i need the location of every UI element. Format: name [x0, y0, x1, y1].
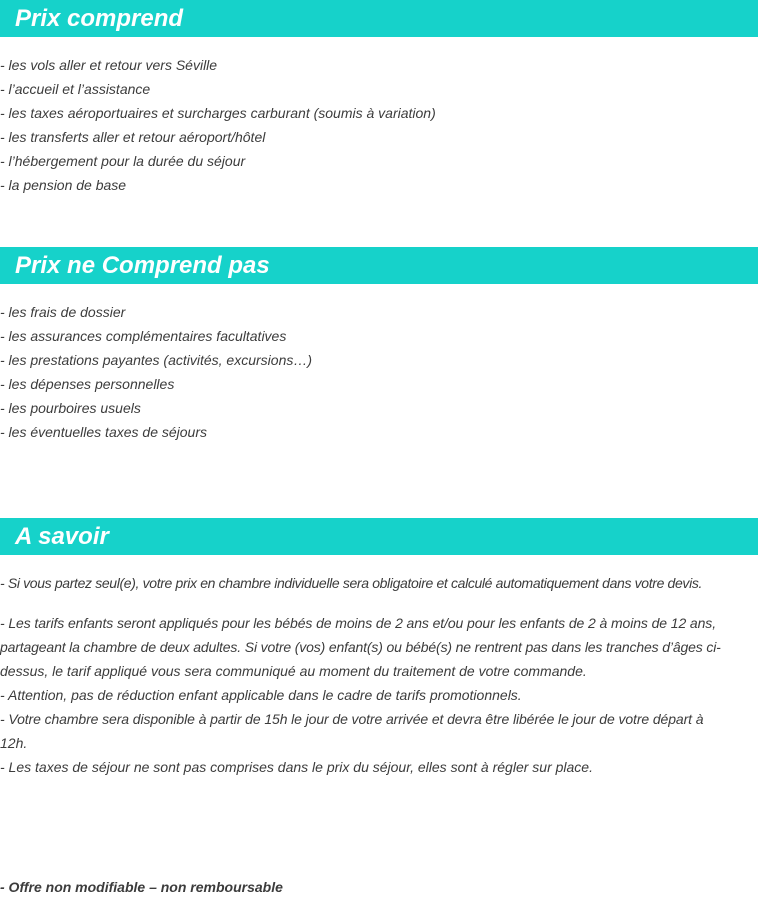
excluded-list — [0, 300, 758, 444]
excluded-item: - les éventuelles taxes de séjours — [0, 424, 207, 440]
included-item: - les transferts aller et retour aéroport/hôtel — [0, 129, 266, 145]
room-availability-line: - Votre chambre sera disponible à partir de 15h le jour de votre arrivée et devra être libérée le jour de votre départ à — [0, 711, 704, 727]
included-item: - les vols aller et retour vers Séville — [0, 57, 218, 73]
section-header-included: Prix comprend — [0, 0, 758, 37]
included-item: - les taxes aéroportuaires et surcharges carburant (soumis à variation) — [0, 105, 436, 121]
children-rates-line: dessus, le tarif appliqué vous sera communiqué au moment du traitement de votre commande. — [0, 663, 587, 679]
excluded-item: - les assurances complémentaires facultatives — [0, 328, 287, 344]
single-room-note — [0, 571, 758, 595]
included-item: - l’accueil et l’assistance — [0, 81, 151, 97]
children-rates-line: partageant la chambre de deux adultes. Si votre (vos) enfant(s) ou bébé(s) ne rentrent pas dans les tranches d’âges ci- — [0, 639, 721, 655]
excluded-item: - les prestations payantes (activités, excursions…) — [0, 352, 313, 368]
included-list — [0, 53, 758, 197]
children-rates-note — [0, 611, 758, 779]
children-rates-line: - Les tarifs enfants seront appliqués pour les bébés de moins de 2 ans et/ou pour les enfants de 2 à moins de 12 ans, — [0, 615, 716, 631]
included-item: - l’hébergement pour la durée du séjour — [0, 153, 246, 169]
excluded-item: - les dépenses personnelles — [0, 376, 175, 392]
included-item: - la pension de base — [0, 177, 127, 193]
excluded-item: - les frais de dossier — [0, 304, 126, 320]
non-refundable-note: - Offre non modifiable – non remboursable — [0, 879, 283, 895]
promo-note: - Attention, pas de réduction enfant applicable dans le cadre de tarifs promotionnels. — [0, 687, 522, 703]
section-header-info: A savoir — [0, 518, 758, 555]
section-header-excluded: Prix ne Comprend pas — [0, 247, 758, 284]
excluded-item: - les pourboires usuels — [0, 400, 141, 416]
room-availability-line: 12h. — [0, 735, 28, 751]
tourist-tax-note: - Les taxes de séjour ne sont pas comprises dans le prix du séjour, elles sont à régler sur place. — [0, 759, 593, 775]
single-room-note-text: - Si vous partez seul(e), votre prix en chambre individuelle sera obligatoire et calculé automatiquement dans votre devis. — [0, 575, 703, 591]
